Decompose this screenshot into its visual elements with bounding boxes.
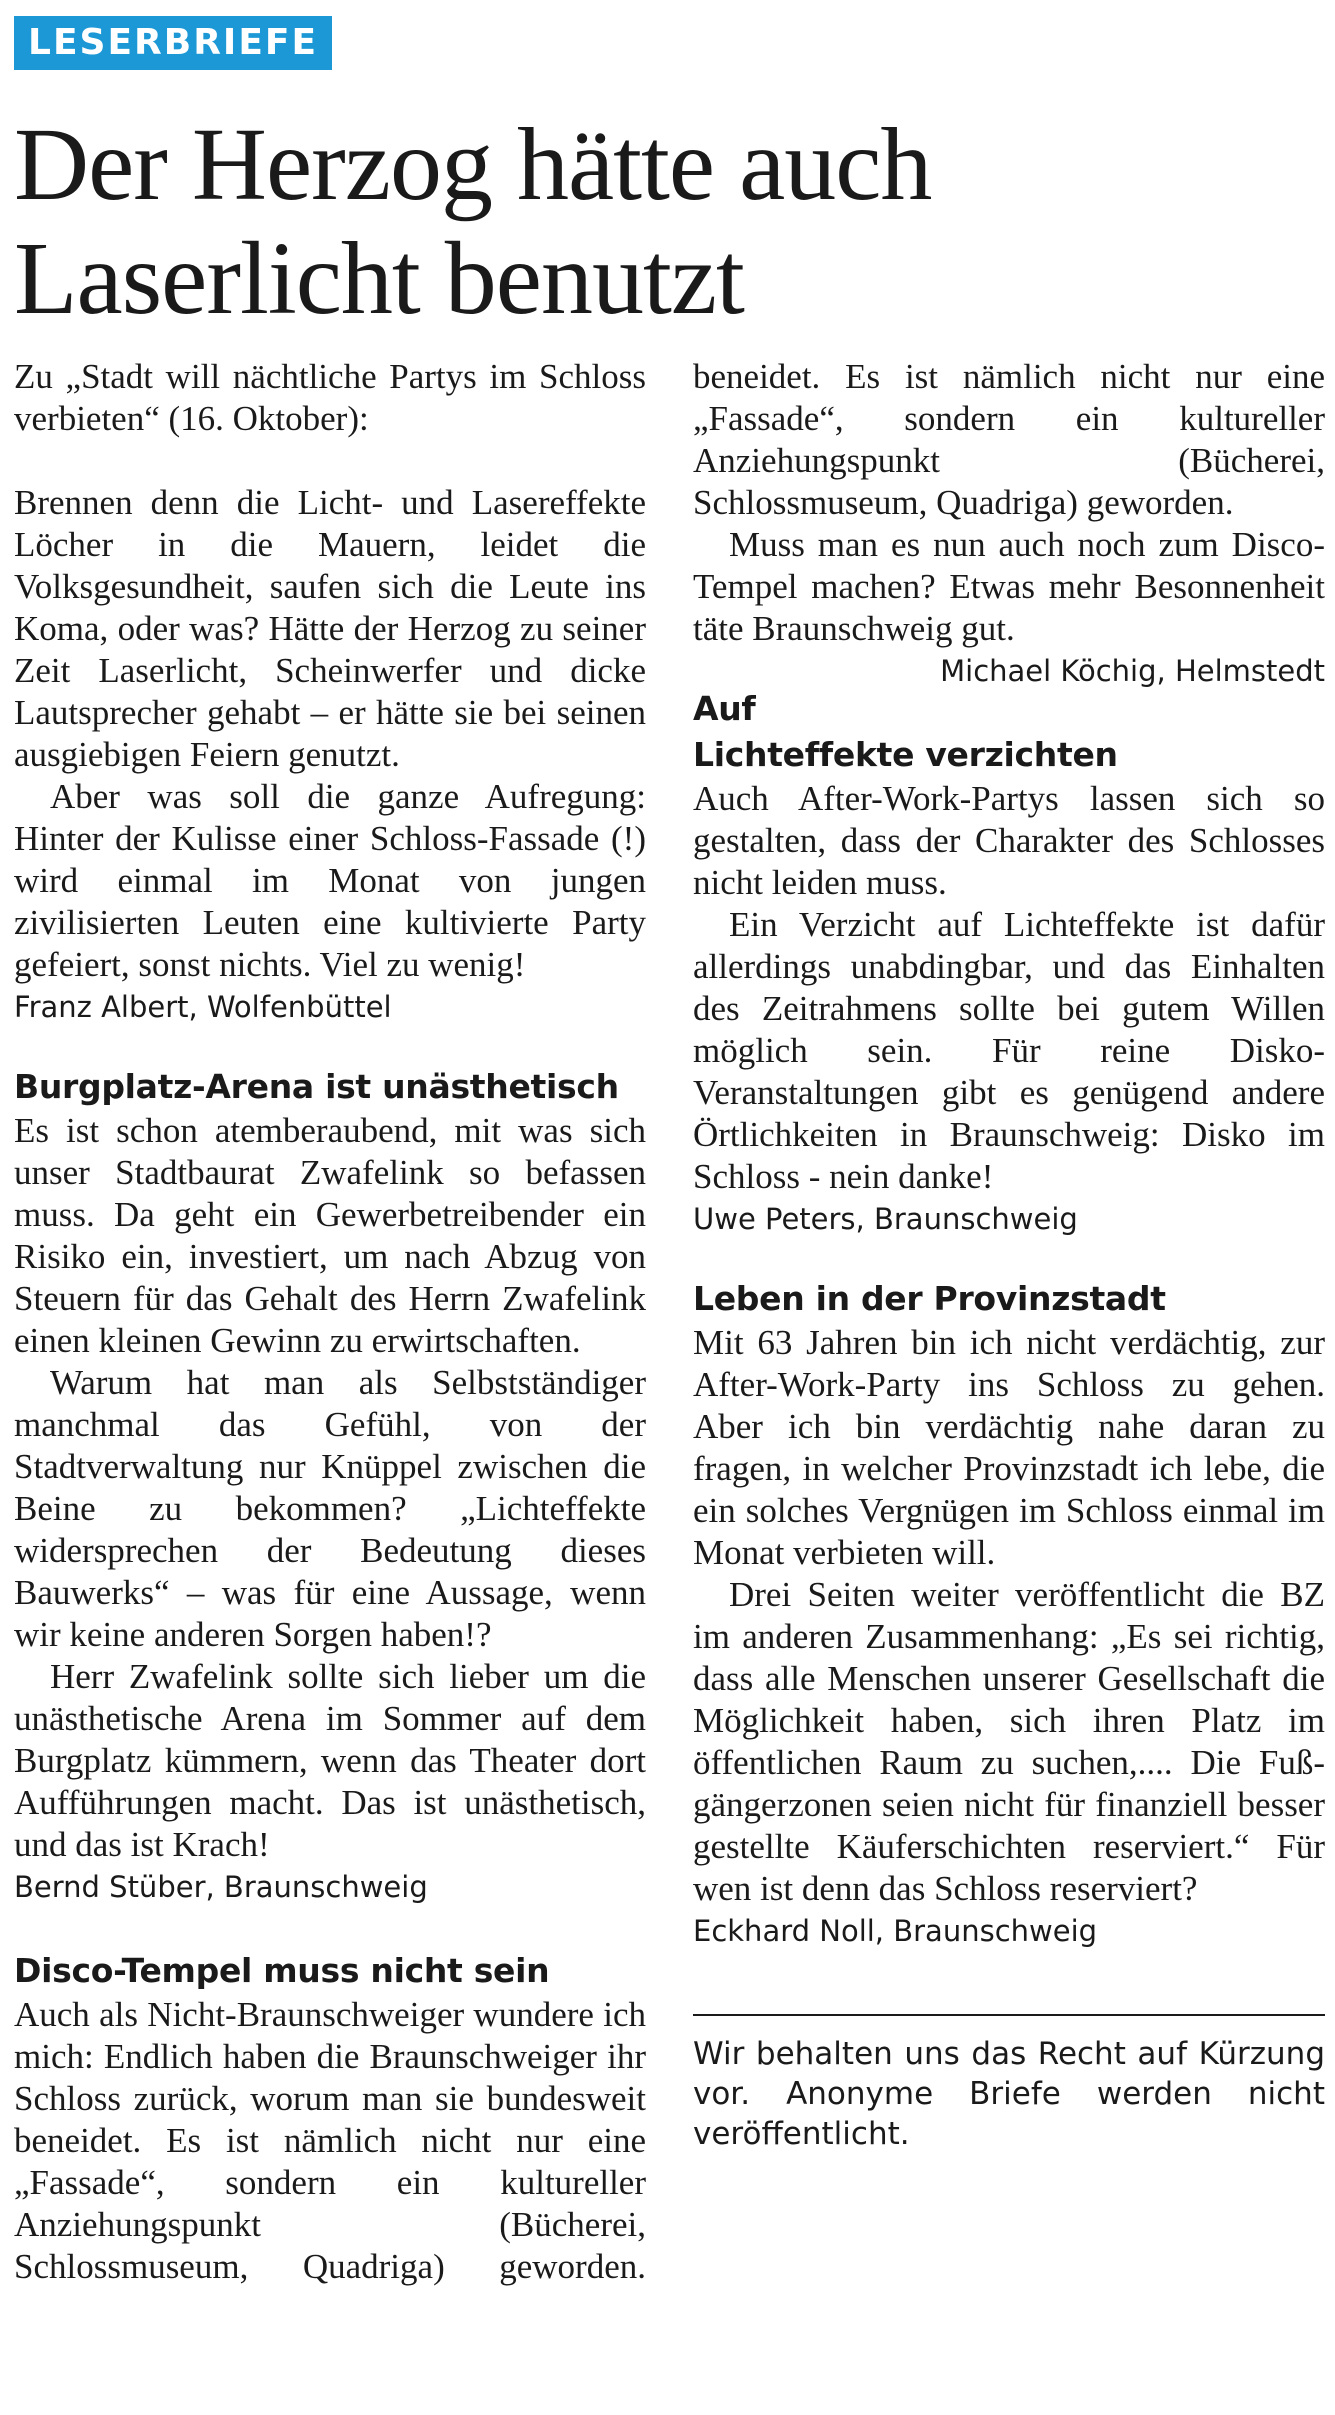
letter-author: Bernd Stüber, Braunschweig (14, 1870, 428, 1904)
editorial-note: Wir behalten uns das Recht auf Kürzung vor. Anonyme Briefe werden nicht veröffentlicht. (693, 2036, 1325, 2152)
letter-albert (14, 482, 646, 1028)
letter-peters (693, 686, 1325, 1240)
headline-line-1: Der Herzog hätte auch (14, 107, 932, 222)
intro-reference: Zu „Stadt will nächtliche Partys im Schloss verbieten“ (16. Oktober): (14, 357, 646, 438)
letter-paragraph: Auch als Nicht-Braunschweiger wundere ich mich: Endlich haben die Braunschweiger ihr Schloss zurück, worum man sie bundesweit beneidet. Es ist nämlich nicht nur eine „Fassade“, sondern ein kultureller Anziehungspunkt (Bücherei, Schlossmuseum, Quadriga) geworden. (14, 1995, 646, 2286)
letter-heading: Burgplatz-Arena ist unästhetisch (14, 1067, 619, 1106)
letter-author: Franz Albert, Wolfenbüttel (14, 990, 392, 1024)
letter-author: Eckhard Noll, Braunschweig (693, 1914, 1098, 1948)
letter-paragraph-text: Muss man es nun auch noch zum Disco-Tempel machen? Etwas mehr Besonnenheit täte Braunschweig gut. (693, 525, 1325, 648)
section-label: LESERBRIEFE (14, 16, 332, 70)
letter-noll (693, 1276, 1325, 1952)
letter-author: Uwe Peters, Braunschweig (693, 1202, 1078, 1236)
letter-paragraph: Warum hat man als Selbstständiger manchmal das Gefühl, von der Stadtverwaltung nur Knüppel zwischen die Beine zu bekommen? „Lichteffekte widersprechen der Bedeutung dieses Bauwerks“ – was für eine Aussage, wenn wir keine anderen Sorgen haben!? (14, 1363, 646, 1654)
letter-paragraph: Drei Seiten weiter veröffentlicht die BZ im anderen Zusammenhang: „Es sei richtig, dass alle Menschen unserer Gesellschaft die Möglichkeit haben, sich ihren Platz im öffentlichen Raum zu suchen,.... Die Fußgängerzonen seien nicht für finanziell besser gestellte Käuferschichten reserviert.“ Für wen ist denn das Schloss reserviert? (693, 1575, 1325, 1908)
headline (14, 108, 1314, 336)
column-left (14, 356, 646, 2286)
letter-paragraph: Mit 63 Jahren bin ich nicht verdächtig, zur After-Work-Party ins Schloss zu gehen. Aber ich bin verdächtig nahe daran zu fragen, in welcher Provinzstadt ich lebe, die ein solches Vergnügen im Schloss einmal im Monat verbieten will. (693, 1323, 1325, 1572)
letter-heading: Disco-Tempel muss nicht sein (14, 1951, 550, 1990)
letter-paragraph: Brennen denn die Licht- und Lasereffekte Löcher in die Mauern, leidet die Volksgesundheit, saufen sich die Leute ins Koma, oder was? Hätte der Herzog zu seiner Zeit Laserlicht, Scheinwerfer und dicke Lautsprecher gehabt – er hätte sie bei seinen ausgiebigen Feiern genutzt. (14, 483, 646, 774)
letter-paragraph-continued: beneidet. Es ist nämlich nicht nur eine „Fassade“, sondern ein kultureller Anziehungspunkt (Bücherei, Schlossmuseum, Quadriga) geworden. (693, 357, 1325, 522)
headline-line-2: Laserlicht benutzt (14, 221, 744, 336)
letters-page (14, 16, 1324, 2406)
letter-paragraph (693, 524, 1325, 688)
divider-rule (693, 2014, 1325, 2016)
letter-author: Michael Köchig, Helmstedt (940, 654, 1325, 688)
letter-paragraph: Ein Verzicht auf Lichteffekte ist dafür allerdings unabdingbar, und das Einhalten des Zeitrahmens sollte bei gutem Willen möglich sein. Für reine Disko-Veranstaltungen gibt es genügend andere Örtlichkeiten in Braunschweig: Disko im Schloss - nein danke! (693, 905, 1325, 1196)
letter-paragraph: Herr Zwafelink sollte sich lieber um die unästhetische Arena im Sommer auf dem Burgplatz kümmern, wenn das Theater dort Aufführungen macht. Das ist unästhetisch, und das ist Krach! (14, 1657, 646, 1864)
column-right (693, 356, 1325, 2154)
letter-koechig-start (14, 1948, 646, 2286)
letter-stueber (14, 1064, 646, 1908)
letter-heading: Auf Lichteffekte verzichten (693, 689, 1118, 774)
letter-paragraph: Aber was soll die ganze Aufregung: Hinter der Kulisse einer Schloss-Fassade (!) wird einmal im Monat von jungen zivilisierten Leuten eine kultivierte Party gefeiert, sonst nichts. Viel zu wenig! (14, 777, 646, 984)
letter-heading: Leben in der Provinzstadt (693, 1279, 1166, 1318)
letter-paragraph: Es ist schon atemberaubend, mit was sich unser Stadtbaurat Zwafelink so befassen muss. Da geht ein Gewerbetreibender ein Risiko ein, investiert, um nach Abzug von Steuern für das Gehalt des Herrn Zwafelink einen kleinen Gewinn zu erwirtschaften. (14, 1111, 646, 1360)
letter-paragraph: Auch After-Work-Partys lassen sich so gestalten, dass der Charakter des Schlosses nicht leiden muss. (693, 779, 1325, 902)
letter-koechig-continued (693, 356, 1325, 688)
